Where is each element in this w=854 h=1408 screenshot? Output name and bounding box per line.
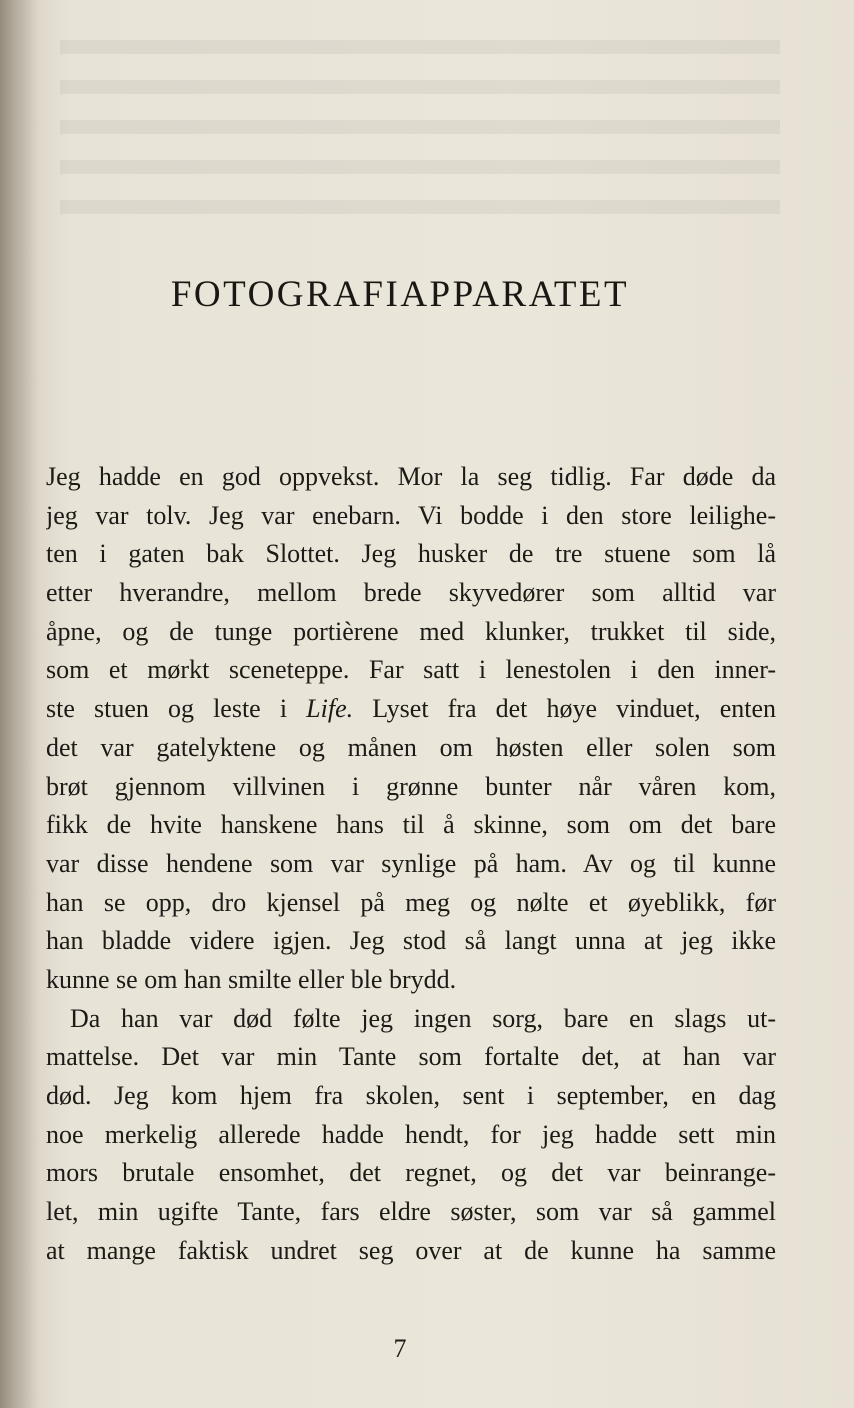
text-line: fikk de hvite hanskene hans til å skinne, som om det bare bbox=[46, 810, 776, 840]
text-line: åpne, og de tunge portièrene med klunker, trukket til side, bbox=[46, 616, 776, 646]
text-line: etter hverandre, mellom brede skyvedører som alltid var bbox=[46, 578, 776, 608]
body-text bbox=[46, 458, 776, 1270]
text-line: Jeg hadde en god oppvekst. Mor la seg tidlig. Far døde da bbox=[46, 462, 776, 491]
show-through-text bbox=[60, 40, 780, 220]
text-line: Da han var død følte jeg ingen sorg, bare en slags ut- bbox=[70, 1003, 776, 1033]
text-line bbox=[46, 690, 776, 729]
magazine-title: Life. bbox=[306, 694, 354, 724]
text-line: han se opp, dro kjensel på meg og nølte et øyeblikk, før bbox=[46, 887, 776, 917]
page-number: 7 bbox=[393, 1334, 407, 1363]
text-line: at mange faktisk undret seg over at de kunne ha samme bbox=[46, 1235, 776, 1265]
text-line: mattelse. Det var min Tante som fortalte det, at han var bbox=[46, 1042, 776, 1072]
gutter-shadow bbox=[0, 0, 40, 1408]
text-segment: Lyset fra det høye vinduet, enten bbox=[372, 694, 776, 724]
text-segment: ste stuen og leste i bbox=[46, 694, 288, 724]
text-line: det var gatelyktene og månen om høsten eller solen som bbox=[46, 732, 776, 762]
chapter-title: FOTOGRAFIAPPARATET bbox=[170, 273, 630, 315]
text-line: noe merkelig allerede hadde hendt, for jeg hadde sett min bbox=[46, 1119, 776, 1149]
text-line: var disse hendene som var synlige på ham. Av og til kunne bbox=[46, 848, 776, 878]
text-line: ten i gaten bak Slottet. Jeg husker de tre stuene som lå bbox=[46, 539, 776, 569]
text-line: jeg var tolv. Jeg var enebarn. Vi bodde i den store leilighe- bbox=[46, 500, 776, 530]
text-line: brøt gjennom villvinen i grønne bunter når våren kom, bbox=[46, 771, 776, 801]
text-line: mors brutale ensomhet, det regnet, og det var beinrange- bbox=[46, 1158, 776, 1188]
text-line: som et mørkt sceneteppe. Far satt i lenestolen i den inner- bbox=[46, 655, 776, 685]
text-line: død. Jeg kom hjem fra skolen, sent i september, en dag bbox=[46, 1081, 776, 1110]
text-line: kunne se om han smilte eller ble brydd. bbox=[46, 964, 457, 994]
text-line: let, min ugifte Tante, fars eldre søster, som var så gammel bbox=[46, 1197, 776, 1227]
text-line: han bladde videre igjen. Jeg stod så langt unna at jeg ikke bbox=[46, 926, 776, 956]
